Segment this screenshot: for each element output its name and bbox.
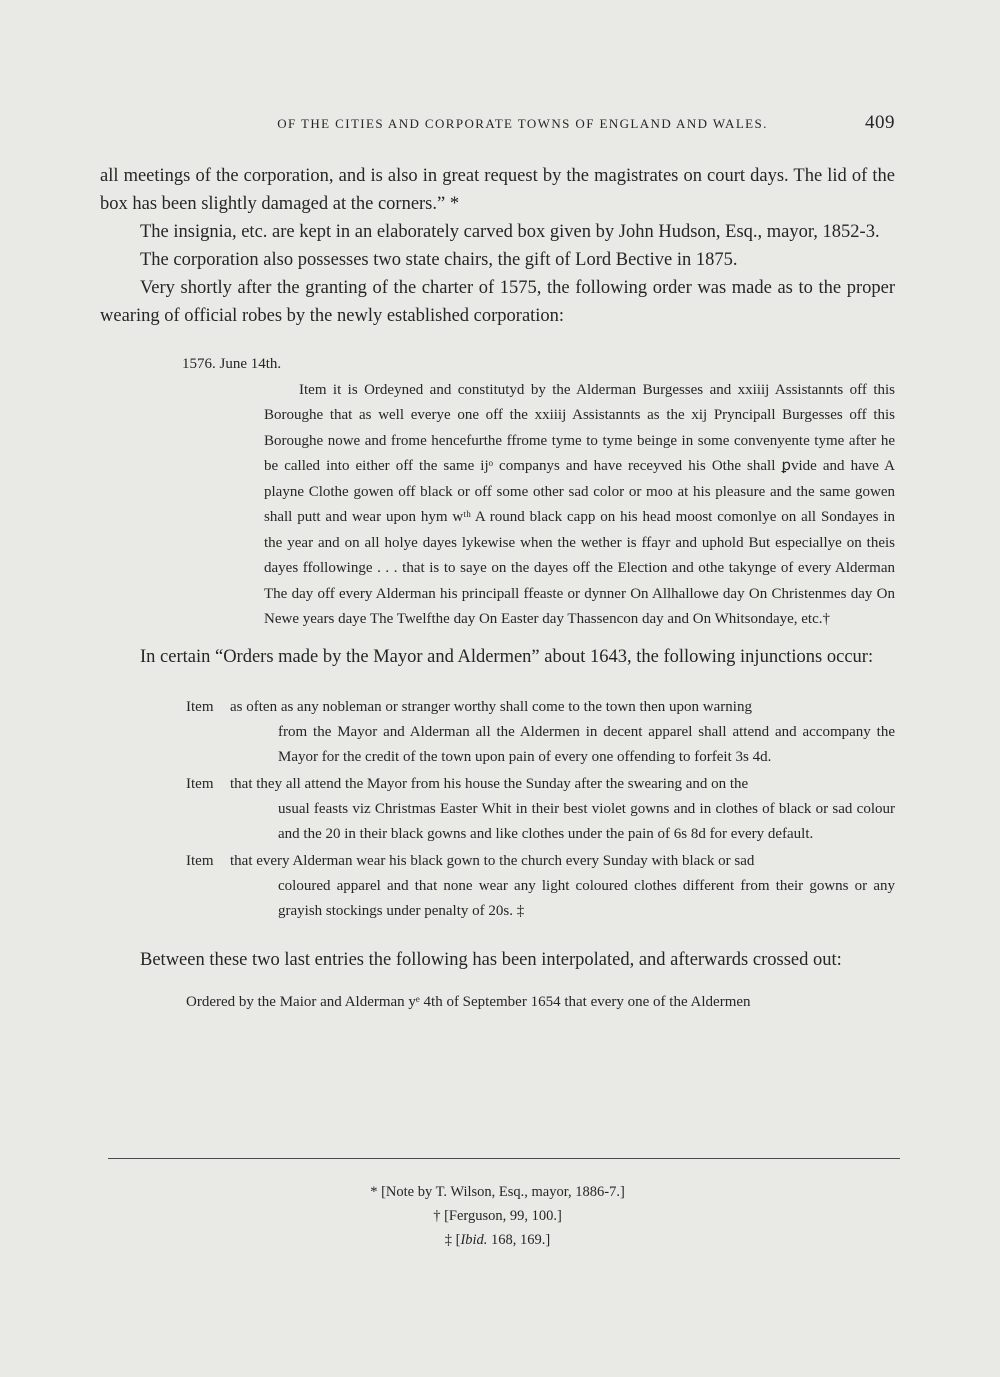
item-continuation: usual feasts viz Christmas Easter Whit in their best violet gowns and in clothes of black or sad colour and the 20 in their black gowns and like clothes under the pain of 6s 8d for every default. [278, 800, 895, 842]
page-number: 409 [865, 112, 895, 133]
ordered-1654: Ordered by the Maior and Alderman yᵉ 4th of September 1654 that every one of the Aldermen [186, 993, 751, 1010]
paragraph-charter-order: Very shortly after the granting of the charter of 1575, the following order was made as to the proper wearing of official robes by the newly established corporation: [100, 278, 895, 326]
footnote-1: * [Note by T. Wilson, Esq., mayor, 1886-7.] [370, 1184, 625, 1200]
footnote-2: † [Ferguson, 99, 100.] [433, 1208, 562, 1224]
paragraph-continued: all meetings of the corporation, and is also in great request by the magistrates on court days. The lid of the box has been slightly damaged at the corners.” * [100, 166, 895, 214]
main-text [100, 162, 895, 1015]
item-first-line: as often as any nobleman or stranger worthy shall come to the town then upon warning [230, 698, 752, 715]
running-title: OF THE CITIES AND CORPORATE TOWNS OF ENGLAND AND WALES. [277, 116, 768, 131]
item-label: Item [186, 698, 214, 715]
footnote-3 [100, 1228, 895, 1252]
paragraph-interpolated: Between these two last entries the following has been interpolated, and afterwards crossed out: [140, 949, 842, 970]
item-label: Item [186, 852, 214, 869]
paragraph-orders-1643: In certain “Orders made by the Mayor and Aldermen” about 1643, the following injunctions occur: [140, 646, 874, 667]
injunction-item [186, 849, 895, 924]
footnote-3-ibid: Ibid. [460, 1232, 488, 1248]
injunctions-list [186, 695, 895, 924]
item-first-line: that they all attend the Mayor from his house the Sunday after the swearing and on the [230, 775, 749, 792]
quote-date: 1576. June 14th. [182, 356, 282, 372]
quote-body: Item it is Ordeyned and constitutyd by the Alderman Burgesses and xxiiij Assistannts off this Boroughe that as well everye one off the xxiiij Assistannts as the xij Pryncipall Burgesses off this Boroughe nowe and frome hencefurthe ffrome tyme to tyme beinge in some convenyente tyme after he be called into either off the same ijᵒ companys and have receyved his Othe shall ꝑvide and have A playne Clothe gowen off black or off some other sad color or moo at his pleasure and the same gowen shall putt and wear upon hym wᵗʰ A round black capp on his head moost comonlye on all Sondayes in the year and on all holye dayes lykewise when the wether is ffayr and uphold But especiallye on theis dayes ffollowinge . . . that is to saye on the dayes off the Election and othe takynge of every Alderman The day off every Alderman his principall ffeaste or dynner On Allhallowe day On Christenmes day On Newe years daye The Twelfthe day On Easter day Thassencon day and On Whitsondaye, etc.† [264, 381, 895, 627]
footnote-3-rest: 168, 169.] [487, 1232, 551, 1248]
paragraph-state-chairs: The corporation also possesses two state chairs, the gift of Lord Bective in 1875. [140, 250, 738, 270]
injunction-item [186, 772, 895, 847]
paragraph-insignia: The insignia, etc. are kept in an elaborately carved box given by John Hudson, Esq., mayor, 1852-3. [140, 222, 880, 242]
injunction-item [186, 695, 895, 770]
item-label: Item [186, 775, 214, 792]
footnote-3-mark: ‡ [ [444, 1232, 461, 1248]
footnotes [100, 1180, 895, 1252]
item-first-line: that every Alderman wear his black gown to the church every Sunday with black or sad [230, 852, 755, 869]
running-header [100, 112, 895, 142]
item-continuation: from the Mayor and Alderman all the Aldermen in decent apparel shall attend and accompany the Mayor for the credit of the town upon pain of every one offending to forfeit 3s 4d. [278, 723, 895, 765]
footnote-rule [108, 1158, 900, 1159]
quoted-order-1576 [182, 352, 895, 633]
item-continuation: coloured apparel and that none wear any light coloured clothes different from their gowns or any grayish stockings under penalty of 20s. ‡ [278, 877, 895, 919]
